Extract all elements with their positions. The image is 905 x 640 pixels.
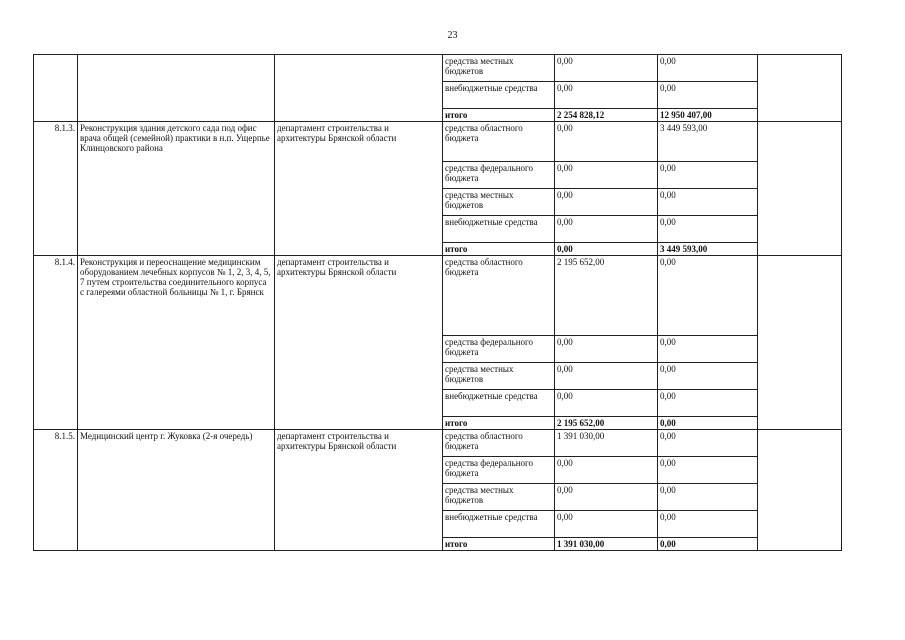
value-cell: 0,00 [555,55,658,82]
executor-cell [275,55,443,122]
total-label: итого [443,417,555,430]
item-name: Реконструкция здания детского сада под офис врача общей (семейной) практики в н.п. Ущерпье Клинцовского района [78,122,275,256]
value-cell: 0,00 [658,162,758,189]
source-cell: внебюджетные средства [443,216,555,243]
empty-cell [758,122,842,256]
value-cell: 0,00 [658,484,758,511]
source-cell: средства федерального бюджета [443,457,555,484]
total-value: 1 391 030,00 [555,538,658,551]
value-cell: 1 391 030,00 [555,430,658,457]
source-cell: средства местных бюджетов [443,55,555,82]
value-cell: 0,00 [555,162,658,189]
source-cell: внебюджетные средства [443,390,555,417]
source-cell: средства местных бюджетов [443,484,555,511]
value-cell: 0,00 [658,256,758,336]
total-value: 2 195 652,00 [555,417,658,430]
value-cell: 0,00 [658,336,758,363]
total-value: 0,00 [658,538,758,551]
value-cell: 0,00 [555,511,658,538]
source-cell: средства областного бюджета [443,430,555,457]
total-value: 0,00 [555,243,658,256]
value-cell: 0,00 [658,390,758,417]
value-cell: 0,00 [555,82,658,109]
value-cell: 0,00 [555,122,658,162]
value-cell: 0,00 [555,390,658,417]
value-cell: 0,00 [555,189,658,216]
source-cell: средства областного бюджета [443,256,555,336]
empty-cell [758,430,842,551]
name-cell [78,55,275,122]
value-cell: 0,00 [658,216,758,243]
value-cell: 0,00 [658,363,758,390]
item-name: Реконструкция и переоснащение медицинским оборудованием лечебных корпусов № 1, 2, 3, 4, 5, 7 путем строительства соединительного корпуса с галереями областной больницы № 1, г. Брянск [78,256,275,430]
source-cell: средства областного бюджета [443,122,555,162]
value-cell: 3 449 593,00 [658,122,758,162]
value-cell: 0,00 [658,430,758,457]
total-label: итого [443,109,555,122]
source-cell: средства федерального бюджета [443,162,555,189]
item-code: 8.1.3. [34,122,78,256]
table-row [34,122,842,162]
table-row [34,55,842,82]
item-executor: департамент строительства и архитектуры Брянской области [275,430,443,551]
value-cell: 0,00 [555,216,658,243]
table-row [34,430,842,457]
item-code: 8.1.4. [34,256,78,430]
source-cell: внебюджетные средства [443,511,555,538]
value-cell: 0,00 [658,82,758,109]
item-name: Медицинский центр г. Жуковка (2-я очередь) [78,430,275,551]
total-value: 2 254 828,12 [555,109,658,122]
value-cell: 0,00 [555,336,658,363]
source-cell: средства местных бюджетов [443,189,555,216]
value-cell: 0,00 [658,511,758,538]
value-cell: 2 195 652,00 [555,256,658,336]
item-executor: департамент строительства и архитектуры Брянской области [275,122,443,256]
empty-cell [758,55,842,122]
page-number: 23 [447,30,458,41]
total-label: итого [443,538,555,551]
value-cell: 0,00 [555,363,658,390]
value-cell: 0,00 [658,457,758,484]
empty-cell [758,256,842,430]
value-cell: 0,00 [555,484,658,511]
code-cell [34,55,78,122]
value-cell: 0,00 [658,189,758,216]
value-cell: 0,00 [658,55,758,82]
total-value: 3 449 593,00 [658,243,758,256]
table-row [34,256,842,336]
source-cell: средства местных бюджетов [443,363,555,390]
source-cell: внебюджетные средства [443,82,555,109]
item-code: 8.1.5. [34,430,78,551]
value-cell: 0,00 [555,457,658,484]
total-value: 0,00 [658,417,758,430]
item-executor: департамент строительства и архитектуры Брянской области [275,256,443,430]
source-cell: средства федерального бюджета [443,336,555,363]
total-value: 12 950 407,00 [658,109,758,122]
total-label: итого [443,243,555,256]
funding-table [33,54,842,551]
